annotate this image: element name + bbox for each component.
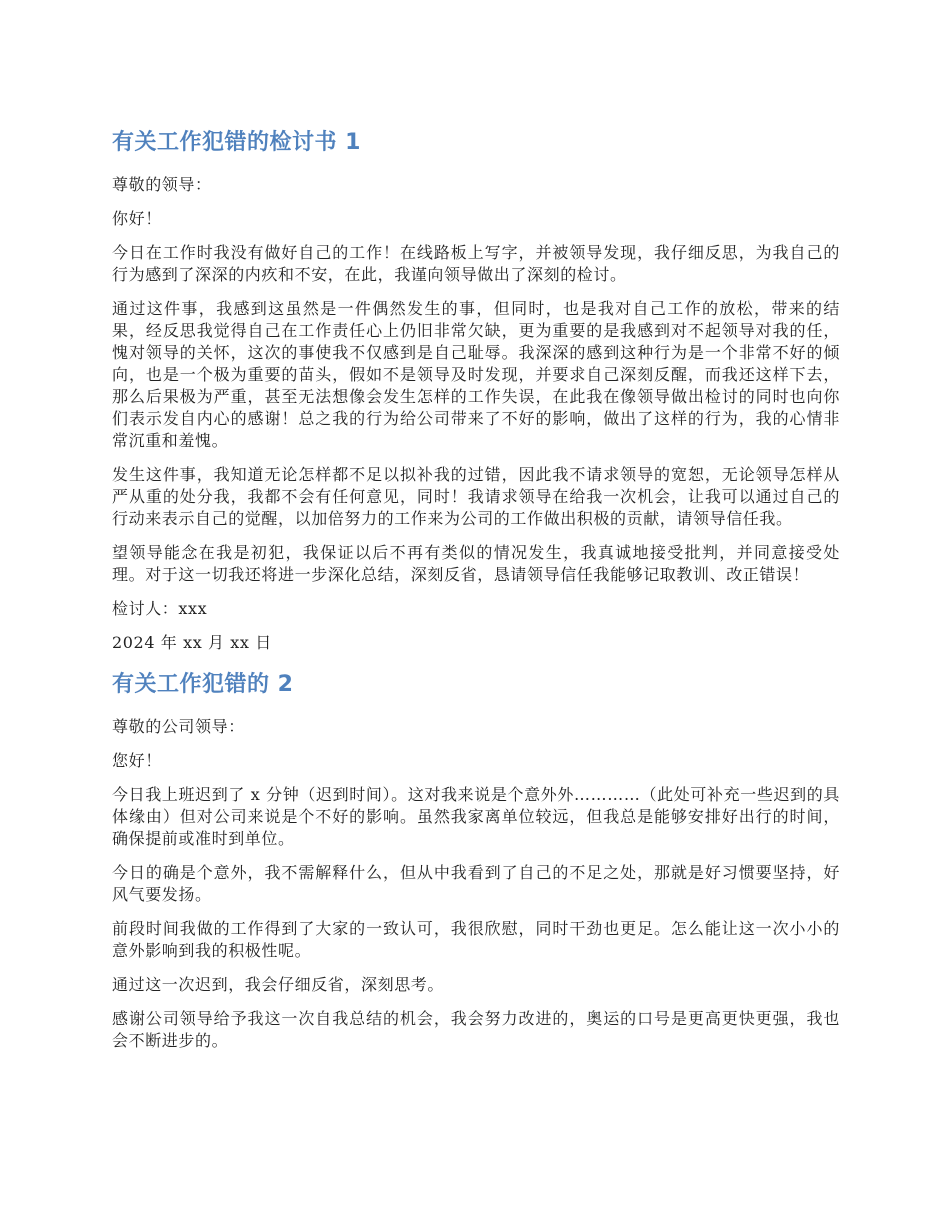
section-1 — [112, 124, 840, 654]
document-page — [112, 124, 840, 1064]
body-paragraph: 今日我上班迟到了 x 分钟（迟到时间）。这对我来说是个意外外…………（此处可补充一些迟到的具体缘由）但对公司来说是个不好的影响。虽然我家离单位较远，但我总是能够安排好出行的时间，确保提前或准时到单位。 — [112, 785, 840, 848]
body-paragraph: 感谢公司领导给予我这一次自我总结的机会，我会努力改进的，奥运的口号是更高更快更强，我也会不断进步的。 — [112, 1009, 840, 1050]
body-paragraph: 发生这件事，我知道无论怎样都不足以拟补我的过错，因此我不请求领导的宽恕，无论领导怎样从严从重的处分我，我都不会有任何意见，同时！我请求领导在给我一次机会，让我可以通过自己的行动来表示自己的觉醒，以加倍努力的工作来为公司的工作做出积极的贡献，请领导信任我。 — [112, 465, 840, 528]
section-title: 有关工作犯错的检讨书 1 — [112, 130, 361, 155]
body-paragraph: 前段时间我做的工作得到了大家的一致认可，我很欣慰，同时干劲也更足。怎么能让这一次小小的意外影响到我的积极性呢。 — [112, 919, 840, 960]
section-title: 有关工作犯错的 2 — [112, 672, 294, 697]
body-paragraph: 通过这一次迟到，我会仔细反省，深刻思考。 — [112, 975, 445, 994]
signature-line: 检讨人：xxx — [112, 599, 208, 618]
salutation: 尊敬的公司领导： — [112, 717, 245, 736]
salutation: 尊敬的领导： — [112, 175, 212, 194]
body-paragraph: 望领导能念在我是初犯，我保证以后不再有类似的情况发生，我真诚地接受批判，并同意接受处理。对于这一切我还将进一步深化总结，深刻反省，恳请领导信任我能够记取教训、改正错误！ — [112, 543, 840, 584]
section-2 — [112, 666, 840, 1052]
body-paragraph: 今日的确是个意外，我不需解释什么，但从中我看到了自己的不足之处，那就是好习惯要坚持，好风气要发扬。 — [112, 863, 840, 904]
greeting: 你好！ — [112, 209, 162, 228]
greeting: 您好！ — [112, 751, 162, 770]
body-paragraph: 通过这件事，我感到这虽然是一件偶然发生的事，但同时，也是我对自己工作的放松，带来的结果，经反思我觉得自己在工作责任心上仍旧非常欠缺，更为重要的是我感到对不起领导对我的任，愧对领导的关怀，这次的事使我不仅感到是自己耻辱。我深深的感到这种行为是一个非常不好的倾向，也是一个极为重要的苗头，假如不是领导及时发现，并要求自己深刻反醒，而我还这样下去，那么后果极为严重，甚至无法想像会发生怎样的工作失误，在此我在像领导做出检讨的同时也向你们表示发自内心的感谢！总之我的行为给公司带来了不好的影响，做出了这样的行为，我的心情非常沉重和羞愧。 — [112, 299, 840, 450]
date-line: 2024 年 xx 月 xx 日 — [112, 633, 272, 652]
body-paragraph: 今日在工作时我没有做好自己的工作！在线路板上写字，并被领导发现，我仔细反思，为我自己的行为感到了深深的内疚和不安，在此，我谨向领导做出了深刻的检讨。 — [112, 243, 840, 284]
